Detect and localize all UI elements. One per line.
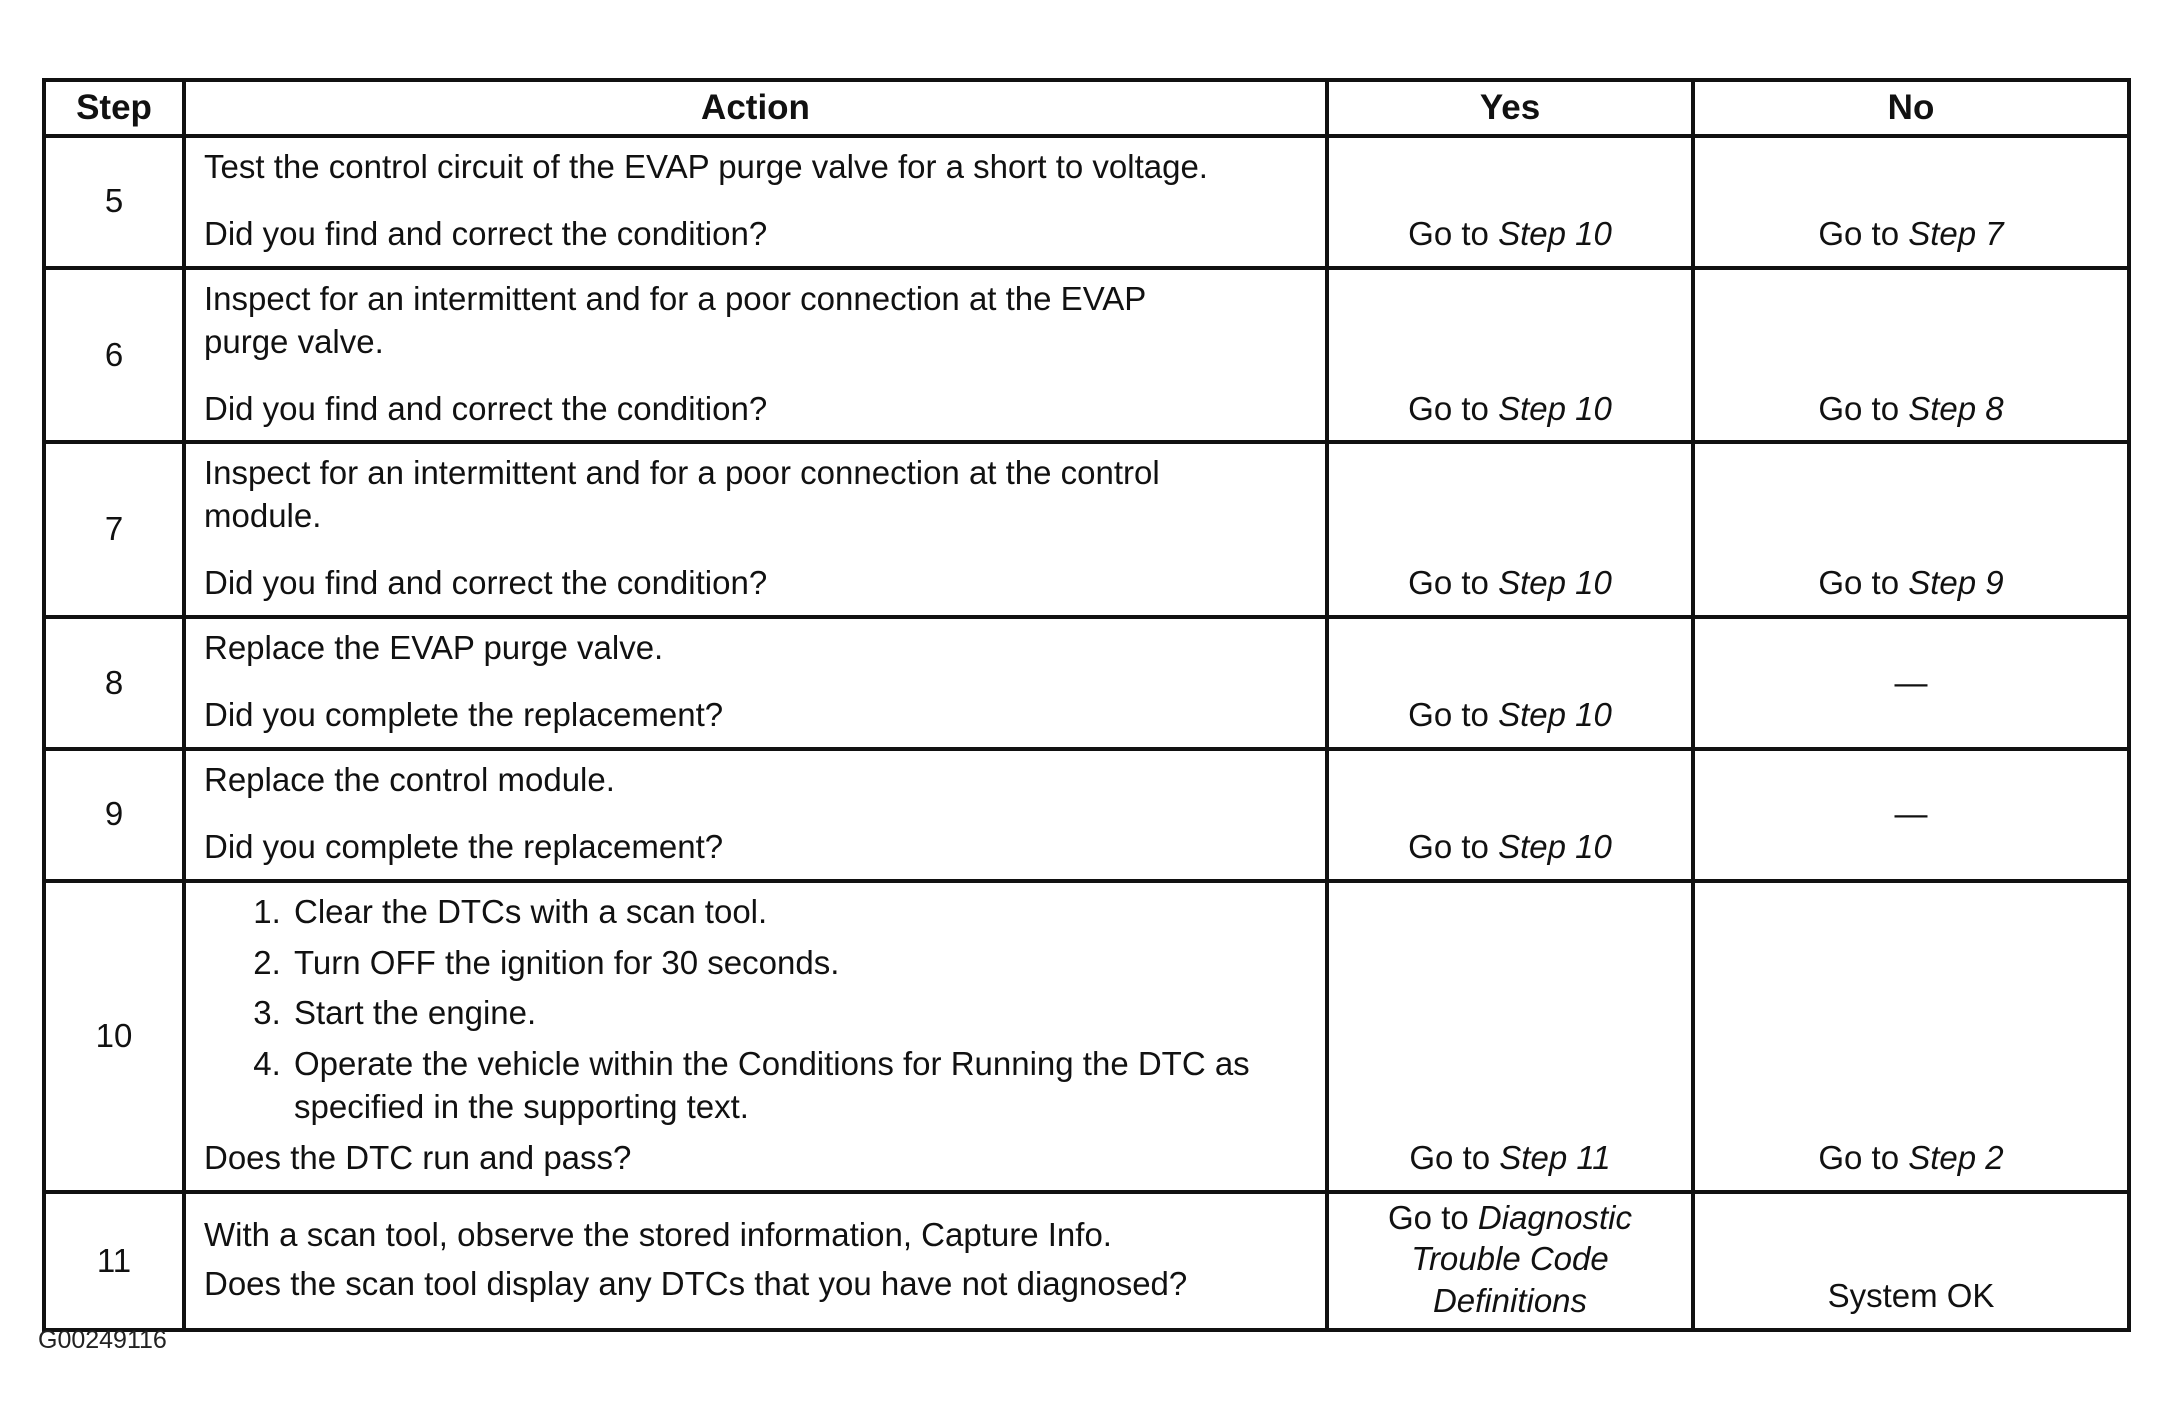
step-number: 9 [44,749,184,881]
action-cell [184,268,1327,443]
step-number: 8 [44,617,184,749]
table-row [44,749,2129,881]
no-text: System OK [1827,1277,1995,1315]
table-row [44,1192,2129,1330]
yes-prefix: Go to [1408,827,1499,865]
step-number: 7 [44,442,184,617]
yes-target: Step 11 [1499,1139,1611,1177]
yes-target-line: Definitions [1432,1281,1588,1319]
no-dash: — [1894,663,1928,701]
no-cell [1693,1192,2129,1330]
no-target: Step 2 [1908,1139,2004,1177]
yes-target: Step 10 [1498,827,1612,865]
table-row [44,136,2129,268]
yes-prefix: Go to [1388,1199,1478,1237]
header-step: Step [44,80,184,136]
action-text: Inspect for an intermittent and for a poor connection at the control module. [204,454,1160,535]
action-text: Replace the EVAP purge valve. [204,629,664,667]
yes-prefix: Go to [1409,1139,1500,1177]
action-question: Did you find and correct the condition? [204,214,768,252]
no-prefix: Go to [1818,564,1909,602]
yes-cell [1327,881,1693,1192]
no-cell [1693,749,2129,881]
no-cell [1693,617,2129,749]
yes-target-line: Diagnostic [1477,1199,1632,1237]
yes-prefix: Go to [1408,564,1499,602]
substep-item: 1. Clear the DTCs with a scan tool. [290,891,1311,934]
no-target: Step 7 [1908,214,2004,252]
yes-target: Step 10 [1498,389,1612,427]
no-prefix: Go to [1818,389,1909,427]
table-row [44,442,2129,617]
substep-list [204,891,1311,1129]
step-number: 11 [44,1192,184,1330]
yes-target: Step 10 [1498,564,1612,602]
no-cell [1693,136,2129,268]
action-question: Does the DTC run and pass? [204,1139,632,1177]
yes-cell [1327,442,1693,617]
figure-id: G00249116 [38,1326,167,1354]
no-target: Step 8 [1908,389,2004,427]
step-number: 5 [44,136,184,268]
yes-target: Step 10 [1498,696,1612,734]
header-yes: Yes [1327,80,1693,136]
action-question: Does the scan tool display any DTCs that you have not diagnosed? [204,1265,1188,1303]
substep-item: 3. Start the engine. [290,992,1311,1035]
action-text: Inspect for an intermittent and for a poor connection at the EVAP purge valve. [204,279,1146,360]
no-cell [1693,881,2129,1192]
no-dash: — [1894,795,1928,833]
action-cell [184,442,1327,617]
action-question: Did you complete the replacement? [204,696,724,734]
header-no: No [1693,80,2129,136]
action-cell [184,749,1327,881]
step-number: 6 [44,268,184,443]
action-cell [184,617,1327,749]
table-row [44,268,2129,443]
yes-cell [1327,268,1693,443]
yes-prefix: Go to [1408,389,1499,427]
header-row [44,80,2129,136]
action-question: Did you find and correct the condition? [204,389,768,427]
action-cell [184,136,1327,268]
table-row [44,881,2129,1192]
action-question: Did you complete the replacement? [204,827,724,865]
yes-cell [1327,136,1693,268]
diagnostic-table [42,78,2131,1332]
step-number: 10 [44,881,184,1192]
action-text: With a scan tool, observe the stored information, Capture Info. [204,1216,1112,1254]
action-cell [184,1192,1327,1330]
header-action: Action [184,80,1327,136]
substep-item: 4. Operate the vehicle within the Conditions for Running the DTC as specified in the supporting text. [290,1043,1311,1129]
yes-target-line: Trouble Code [1411,1240,1609,1278]
action-text: Replace the control module. [204,760,615,798]
no-cell [1693,442,2129,617]
no-cell [1693,268,2129,443]
yes-cell [1327,617,1693,749]
yes-prefix: Go to [1408,214,1499,252]
yes-prefix: Go to [1408,696,1499,734]
yes-cell [1327,1192,1693,1330]
no-prefix: Go to [1818,1139,1909,1177]
action-text: Test the control circuit of the EVAP purge valve for a short to voltage. [204,148,1208,185]
yes-cell [1327,749,1693,881]
action-question: Did you find and correct the condition? [204,564,768,602]
action-cell [184,881,1327,1192]
yes-target: Step 10 [1498,214,1612,252]
no-target: Step 9 [1908,564,2004,602]
table-row [44,617,2129,749]
substep-item: 2. Turn OFF the ignition for 30 seconds. [290,942,1311,985]
no-prefix: Go to [1818,214,1909,252]
